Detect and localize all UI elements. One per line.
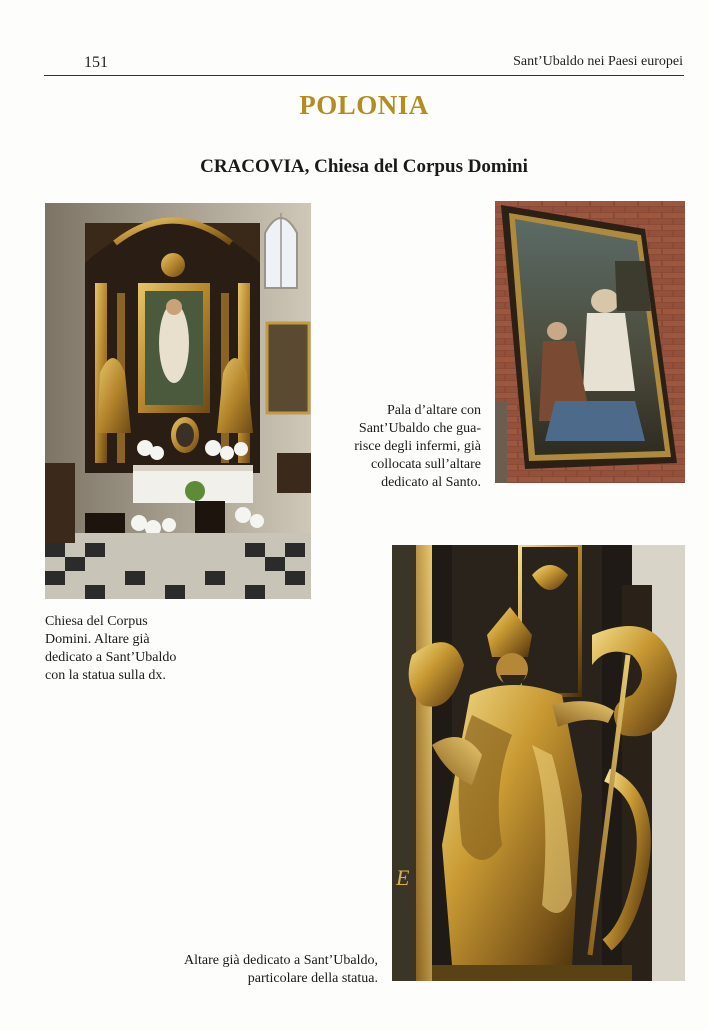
- section-title: POLONIA: [299, 90, 429, 120]
- caption-line: collocata sull’altare: [371, 457, 481, 472]
- caption-line: dedicato a Sant’Ubaldo: [45, 650, 177, 665]
- altarpiece-painting-photo: [495, 201, 685, 483]
- altar-photo: [45, 203, 311, 599]
- caption-line: Domini. Altare già: [45, 632, 150, 647]
- statue-caption: [168, 952, 378, 988]
- caption-line: Pala d’altare con: [386, 403, 481, 418]
- header-rule: [44, 75, 684, 76]
- caption-line: con la statua sulla dx.: [45, 668, 166, 683]
- saint-statue-photo: [392, 545, 685, 981]
- caption-line: dedicato al Santo.: [381, 475, 481, 490]
- painting-caption: [346, 402, 481, 492]
- caption-line: Altare già dedicato a Sant’Ubaldo,: [184, 953, 378, 968]
- svg-text:E: E: [396, 865, 410, 890]
- caption-line: Chiesa del Corpus: [45, 614, 148, 629]
- caption-line: particolare della statua.: [247, 971, 378, 986]
- caption-line: Sant’Ubaldo che gua-: [358, 421, 481, 436]
- running-head: Sant’Ubaldo nei Paesi europei: [513, 54, 683, 69]
- caption-line: risce degli infermi, già: [354, 439, 481, 454]
- altar-caption: [45, 613, 205, 685]
- section-subtitle: CRACOVIA, Chiesa del Corpus Domini: [200, 156, 528, 177]
- page-number: 151: [84, 54, 108, 71]
